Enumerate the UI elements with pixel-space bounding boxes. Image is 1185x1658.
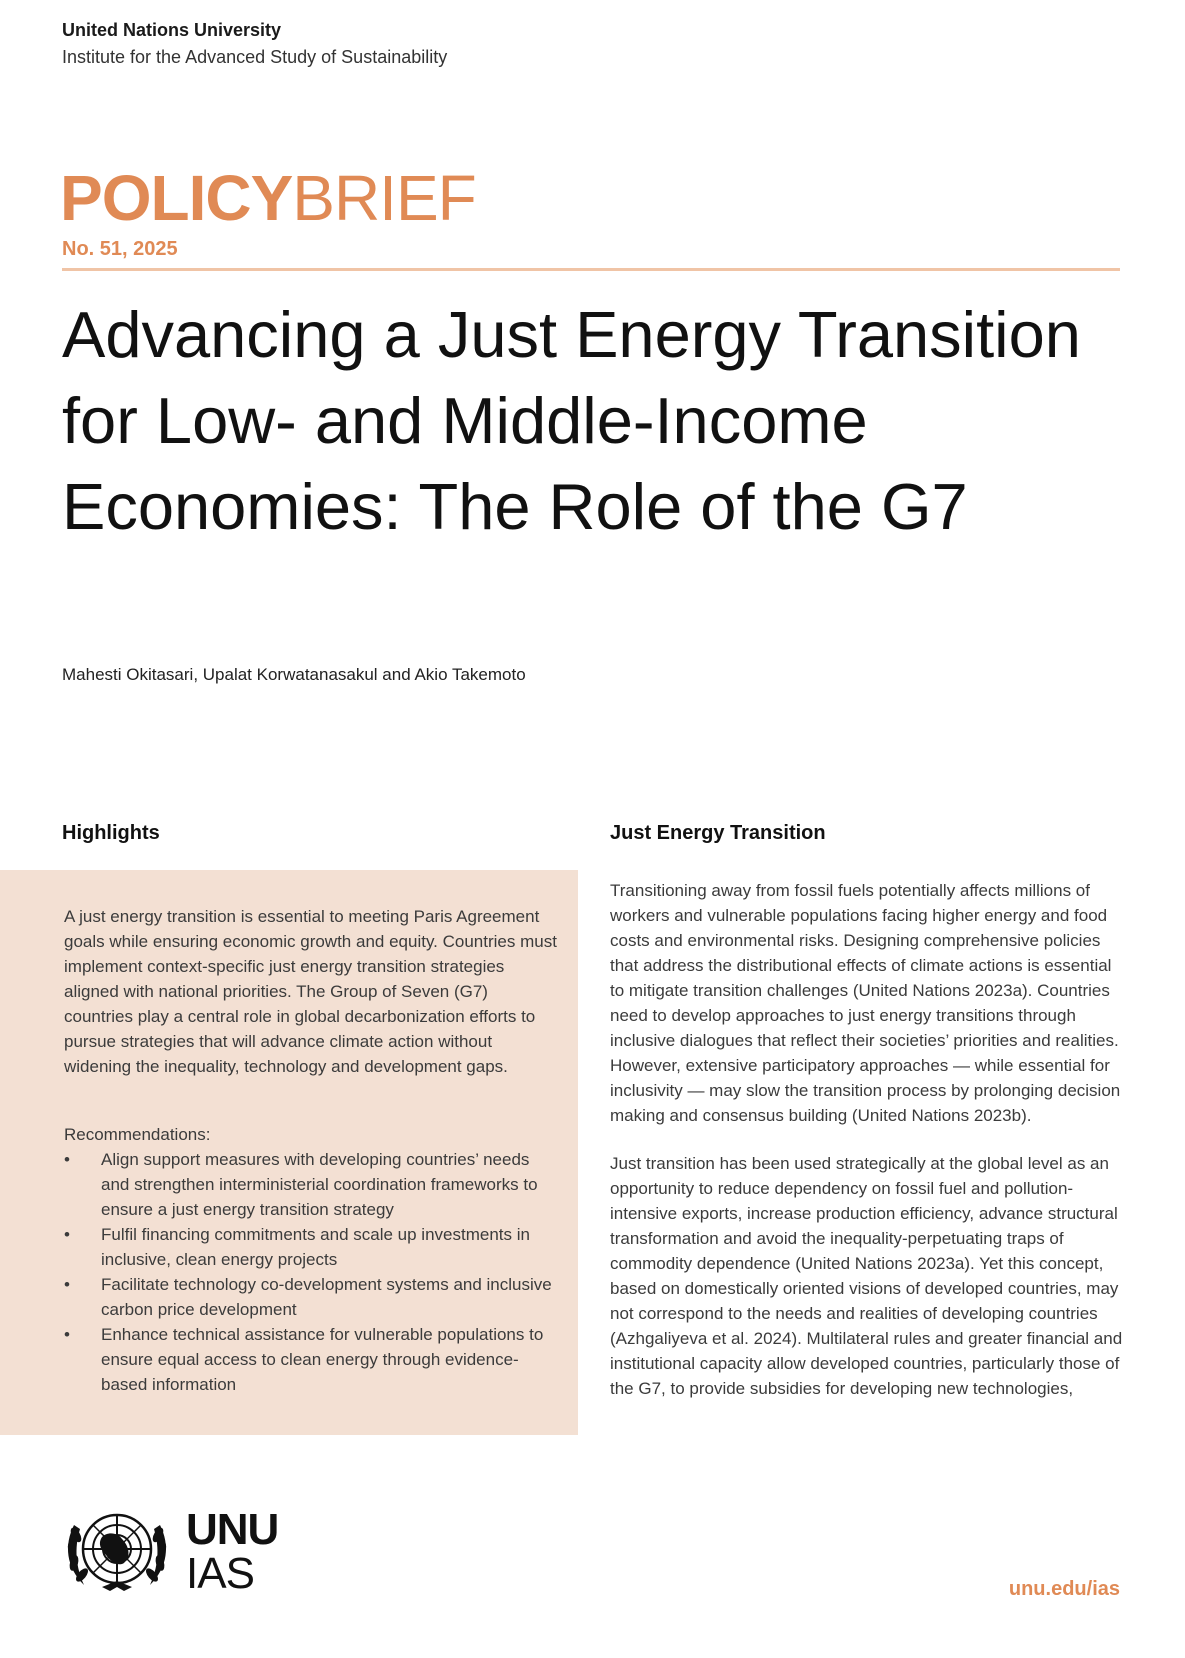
unu-ias-wordmark — [186, 1505, 279, 1598]
highlights-heading: Highlights — [62, 822, 160, 844]
bullet-icon: • — [64, 1225, 70, 1244]
recommendation-text: Enhance technical assistance for vulnerable populations to ensure equal access to clean energy through evidence-based information — [101, 1325, 544, 1394]
wordmark-ias: IAS — [186, 1549, 254, 1598]
header-divider — [62, 268, 1120, 271]
body-paragraph: Just transition has been used strategically at the global level as an opportunity to reduce dependency on fossil fuel and pollution-intensive exports, increase production efficiency, advance structural transformation and avoid the inequality-perpetuating traps of commodity dependence (United Nations 2023a). Yet this concept, based on domestically oriented visions of developed countries, may not correspond to the needs and realities of developing countries (Azhgaliyeva et al. 2024). Multilateral rules and greater financial and institutional capacity allow developed countries, particularly those of the G7, to provide subsidies for developing new technologies, — [610, 1154, 1123, 1398]
wordmark-unu: UNU — [186, 1505, 279, 1554]
bullet-icon: • — [64, 1275, 70, 1294]
recommendations-list — [64, 1147, 559, 1397]
body-paragraph: Transitioning away from fossil fuels potentially affects millions of workers and vulnerable populations facing higher energy and food costs and environmental risks. Designing comprehensive policies that address the distributional effects of climate actions is essential to mitigate transition challenges (United Nations 2023a). Countries need to develop approaches to just energy transitions through inclusive dialogues that reflect their societies’ priorities and realities. However, extensive participatory approaches — while essential for inclusivity — may slow the transition process by prolonging decision making and consensus building (United Nations 2023b). — [610, 881, 1121, 1125]
highlights-intro: A just energy transition is essential to meeting Paris Agreement goals while ensuring economic growth and equity. Countries must implement context-specific just energy transition strategies aligned with national priorities. The Group of Seven (G7) countries play a central role in global decarbonization efforts to pursue strategies that will advance climate action without widening the inequality, technology and development gaps. — [64, 907, 557, 1076]
org-name: United Nations University — [62, 20, 282, 40]
authors: Mahesti Okitasari, Upalat Korwatanasakul and Akio Takemoto — [62, 665, 526, 684]
bullet-icon: • — [64, 1325, 70, 1344]
recommendation-item — [64, 1222, 559, 1272]
just-transition-heading: Just Energy Transition — [610, 822, 826, 844]
recommendation-text: Facilitate technology co-development systems and inclusive carbon price development — [101, 1275, 552, 1319]
un-emblem-icon — [62, 1505, 172, 1595]
masthead-brief: BRIEF — [292, 162, 476, 234]
recommendation-item — [64, 1147, 559, 1222]
recommendations-label: Recommendations: — [64, 1125, 211, 1144]
bullet-icon: • — [64, 1150, 70, 1169]
policy-brief-masthead — [60, 162, 476, 234]
institute-name: Institute for the Advanced Study of Sustainability — [62, 47, 448, 67]
recommendation-text: Fulfil financing commitments and scale up investments in inclusive, clean energy projects — [101, 1225, 530, 1269]
page-title: Advancing a Just Energy Transition for Low- and Middle-Income Economies: The Role of the G7 — [62, 298, 1081, 543]
brief-number: No. 51, 2025 — [62, 238, 178, 260]
recommendation-item — [64, 1272, 559, 1322]
recommendation-text: Align support measures with developing countries’ needs and strengthen interministerial coordination frameworks to ensure a just energy transition strategy — [101, 1150, 538, 1219]
masthead-policy: POLICY — [60, 162, 293, 234]
recommendation-item — [64, 1322, 559, 1397]
website-link[interactable]: unu.edu/ias — [1008, 1578, 1120, 1600]
body-column — [610, 878, 1130, 1424]
